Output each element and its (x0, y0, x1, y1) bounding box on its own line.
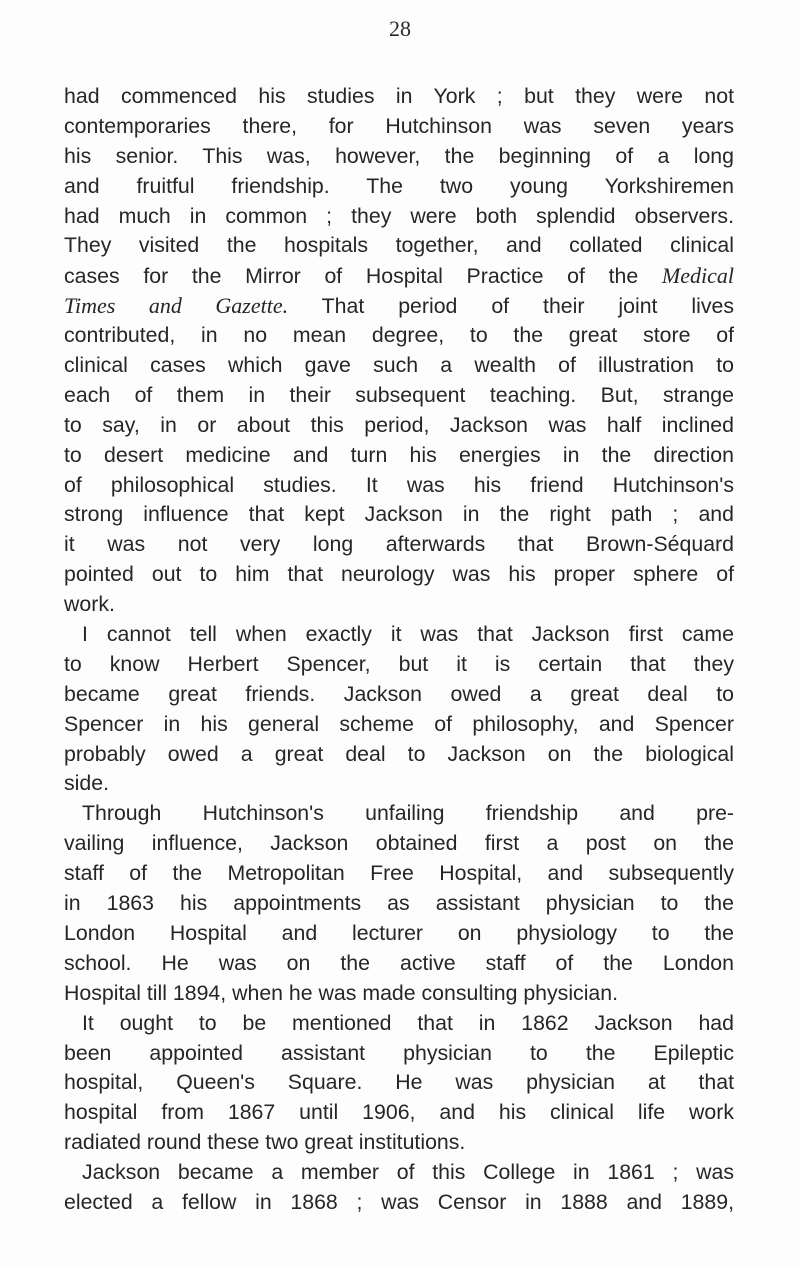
text-line: became great friends. Jackson owed a great deal to (64, 681, 734, 706)
text-line: to say, in or about this period, Jackson was half inclined (64, 412, 734, 437)
text-line: contributed, in no mean degree, to the great store of (64, 323, 734, 348)
text-line: Hospital till 1894, when he was made consulting physician. (64, 980, 619, 1005)
text-line: radiated round these two great institutions. (64, 1130, 466, 1155)
paragraph-1 (64, 82, 734, 620)
paragraph-4 (64, 1009, 734, 1158)
text-line: side. (64, 771, 109, 796)
text-line: They visited the hospitals together, and collated clinical (64, 233, 734, 258)
body-text (64, 82, 734, 1218)
text-line: strong influence that kept Jackson in the right path ; and (64, 502, 734, 527)
text-line: hospital from 1867 until 1906, and his clinical life work (64, 1100, 734, 1125)
text-line: I cannot tell when exactly it was that Jackson first came (82, 622, 734, 647)
text-line: and fruitful friendship. The two young Yorkshiremen (64, 173, 734, 198)
text-line: pointed out to him that neurology was his proper sphere of (64, 562, 734, 587)
text-line: had much in common ; they were both splendid observers. (64, 203, 734, 228)
text-segment: cases for the Mirror of Hospital Practice of the (64, 264, 639, 289)
text-line: clinical cases which gave such a wealth of illustration to (64, 353, 734, 378)
text-line: had commenced his studies in York ; but they were not (64, 84, 734, 108)
text-line: vailing influence, Jackson obtained first a post on the (64, 831, 734, 856)
text-line: Through Hutchinson's unfailing friendship and pre- (82, 801, 734, 826)
paragraph-5 (64, 1158, 734, 1218)
text-line: probably owed a great deal to Jackson on the biological (64, 741, 734, 766)
text-line: Spencer in his general scheme of philosophy, and Spencer (64, 711, 734, 736)
text-segment: That period of their joint lives (321, 294, 734, 319)
italic-title: Medical (661, 263, 734, 289)
text-line: It ought to be mentioned that in 1862 Jackson had (82, 1010, 734, 1035)
text-line: of philosophical studies. It was his friend Hutchinson's (64, 472, 734, 497)
paragraph-3 (64, 799, 734, 1008)
text-line: Jackson became a member of this College in 1861 ; was (82, 1160, 734, 1185)
text-line: each of them in their subsequent teaching. But, strange (64, 382, 734, 407)
text-line: work. (64, 592, 115, 617)
text-line-with-italic (64, 261, 734, 291)
text-line: staff of the Metropolitan Free Hospital, and subsequently (64, 861, 734, 886)
text-line-with-italic (64, 291, 734, 321)
text-line: it was not very long afterwards that Brown-Séquard (64, 532, 734, 557)
text-line: London Hospital and lecturer on physiology to the (64, 920, 734, 945)
text-line: contemporaries there, for Hutchinson was seven years (64, 113, 734, 138)
text-line: in 1863 his appointments as assistant physician to the (64, 891, 734, 916)
text-line: been appointed assistant physician to the Epileptic (64, 1040, 734, 1065)
paragraph-2 (64, 620, 734, 799)
text-line: elected a fellow in 1868 ; was Censor in 1888 and 1889, (64, 1189, 734, 1214)
text-line: to know Herbert Spencer, but it is certain that they (64, 651, 734, 676)
text-line: his senior. This was, however, the beginning of a long (64, 143, 734, 168)
page-number: 28 (389, 16, 411, 41)
text-line: hospital, Queen's Square. He was physician at that (64, 1070, 734, 1095)
text-line: school. He was on the active staff of the London (64, 950, 734, 975)
italic-title: Times and Gazette. (64, 293, 289, 319)
text-line: to desert medicine and turn his energies in the direction (64, 442, 734, 467)
